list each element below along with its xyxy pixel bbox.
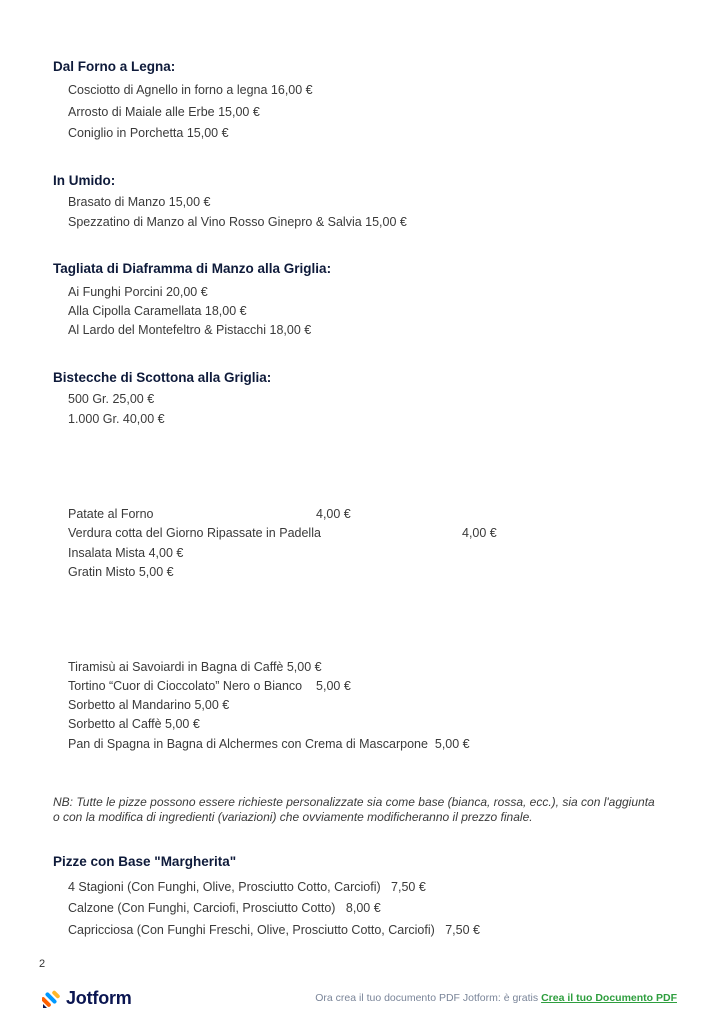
menu-item: Coniglio in Porchetta 15,00 € <box>68 126 229 140</box>
section-heading-pizze: Pizze con Base "Margherita" <box>53 854 237 869</box>
menu-item: 4 Stagioni (Con Funghi, Olive, Prosciutto Cotto, Carciofi) 7,50 € <box>68 880 426 894</box>
menu-item: Pan di Spagna in Bagna di Alchermes con Crema di Mascarpone 5,00 € <box>68 737 470 751</box>
menu-item: Al Lardo del Montefeltro & Pistacchi 18,00 € <box>68 323 312 337</box>
section-heading-umido: In Umido: <box>53 173 116 188</box>
menu-item: Alla Cipolla Caramellata 18,00 € <box>68 304 247 318</box>
menu-item: Insalata Mista 4,00 € <box>68 546 184 560</box>
menu-item: Brasato di Manzo 15,00 € <box>68 195 211 209</box>
menu-item: Cosciotto di Agnello in forno a legna 16,00 € <box>68 83 313 97</box>
menu-item: Tiramisù ai Savoiardi in Bagna di Caffè 5,00 € <box>68 660 322 674</box>
menu-item-name: Patate al Forno <box>68 507 154 521</box>
page-number: 2 <box>39 958 46 970</box>
section-heading-forno: Dal Forno a Legna: <box>53 59 176 74</box>
menu-item: Gratin Misto 5,00 € <box>68 565 174 579</box>
jotform-logo-icon <box>42 989 62 1009</box>
footer-text: Ora crea il tuo documento PDF Jotform: è gratis <box>315 992 539 1004</box>
menu-item: 1.000 Gr. 40,00 € <box>68 412 165 426</box>
menu-item: Arrosto di Maiale alle Erbe 15,00 € <box>68 105 260 119</box>
menu-item-name: Verdura cotta del Giorno Ripassate in Padella <box>68 526 321 540</box>
menu-item-price: 4,00 € <box>316 507 351 521</box>
create-pdf-link[interactable]: Crea il tuo Documento PDF <box>541 992 677 1004</box>
jotform-brand: Jotform <box>66 988 132 1008</box>
footer-promo <box>315 992 677 1004</box>
section-heading-bistecche: Bistecche di Scottona alla Griglia: <box>53 370 272 385</box>
jotform-logo[interactable] <box>42 988 132 1009</box>
menu-item: Sorbetto al Caffè 5,00 € <box>68 717 200 731</box>
menu-item: Spezzatino di Manzo al Vino Rosso Ginepro & Salvia 15,00 € <box>68 215 407 229</box>
section-heading-tagliata: Tagliata di Diaframma di Manzo alla Griglia: <box>53 261 332 276</box>
pizza-note: NB: Tutte le pizze possono essere richieste personalizzate sia come base (bianca, rossa, ecc.), sia con l'aggiunta o con la modifica di ingredienti (variazioni) che ovviamente modificheranno il prezzo finale. <box>53 795 655 824</box>
menu-item: Sorbetto al Mandarino 5,00 € <box>68 698 230 712</box>
menu-item: 500 Gr. 25,00 € <box>68 392 155 406</box>
menu-item: Calzone (Con Funghi, Carciofi, Prosciutto Cotto) 8,00 € <box>68 901 381 915</box>
menu-item: Capricciosa (Con Funghi Freschi, Olive, Prosciutto Cotto, Carciofi) 7,50 € <box>68 923 480 937</box>
menu-item-price: 4,00 € <box>462 526 497 540</box>
menu-item: Tortino “Cuor di Cioccolato” Nero o Bianco 5,00 € <box>68 679 351 693</box>
menu-item: Ai Funghi Porcini 20,00 € <box>68 285 208 299</box>
